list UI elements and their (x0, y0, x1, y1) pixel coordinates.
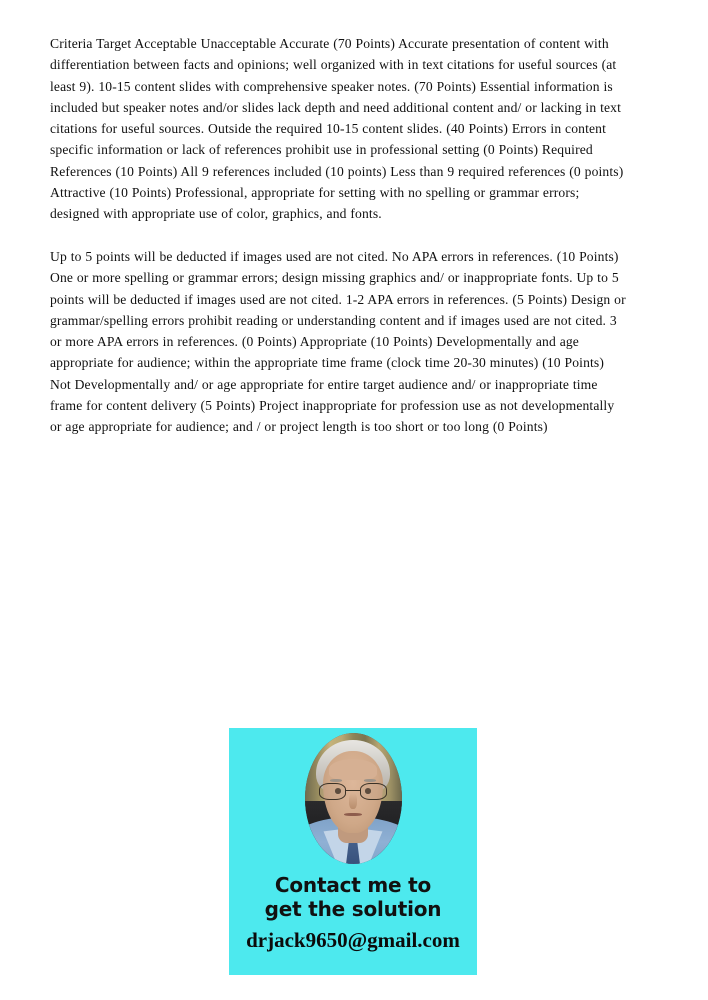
portrait-eyebrow-right (364, 779, 377, 782)
portrait-photo (305, 733, 402, 864)
portrait-nose (349, 793, 357, 809)
portrait-forehead (329, 759, 378, 780)
glasses-lens-left (319, 783, 346, 800)
portrait-eyebrow-left (330, 779, 343, 782)
glasses-bridge (346, 790, 360, 791)
contact-heading-line-2: get the solution (264, 897, 442, 921)
contact-card (229, 728, 477, 975)
document-paragraph: Up to 5 points will be deducted if images used are not cited. No APA errors in references. (10 Points) One or more spelling or grammar errors; design missing graphics and/ or inappropriate fonts. Up to 5 points will be deducted if images used are not cited. 1-2 APA errors in references. (5 Points) Design or grammar/spelling errors prohibit reading or understanding content and if images used are not cited. 3 or more APA errors in references. (0 Points) Appropriate (10 Points) Developmentally and age appropriate for audience; within the appropriate time frame (clock time 20-30 minutes) (10 Points) Not Developmentally and/ or age appropriate for entire target audience and/ or inappropriate time frame for content delivery (5 Points) Project inappropriate for profession use as not developmentally or age appropriate for audience; and / or project length is too short or too long (0 Points) (50, 248, 626, 435)
document-text-body (50, 33, 628, 438)
glasses-lens-right (360, 783, 387, 800)
contact-heading-line-1: Contact me to (274, 873, 432, 897)
document-paragraph: Criteria Target Acceptable Unacceptable Accurate (70 Points) Accurate presentation of content with differentiation between facts and opinions; well organized with in text citations for useful sources (at least 9). 10-15 content slides with comprehensive speaker notes. (70 Points) Essential information is included but speaker notes and/or slides lack depth and need additional content and/ or lacking in text citations for useful sources. Outside the required 10-15 content slides. (40 Points) Errors in content specific information or lack of references prohibit use in professional setting (0 Points) Required References (10 Points) All 9 references included (10 points) Less than 9 required references (0 points) Attractive (10 Points) Professional, appropriate for setting with no spelling or grammar errors; designed with appropriate use of color, graphics, and fonts. (50, 36, 624, 222)
contact-heading (265, 873, 442, 921)
contact-email-address[interactable]: drjack9650@gmail.com (246, 928, 460, 952)
